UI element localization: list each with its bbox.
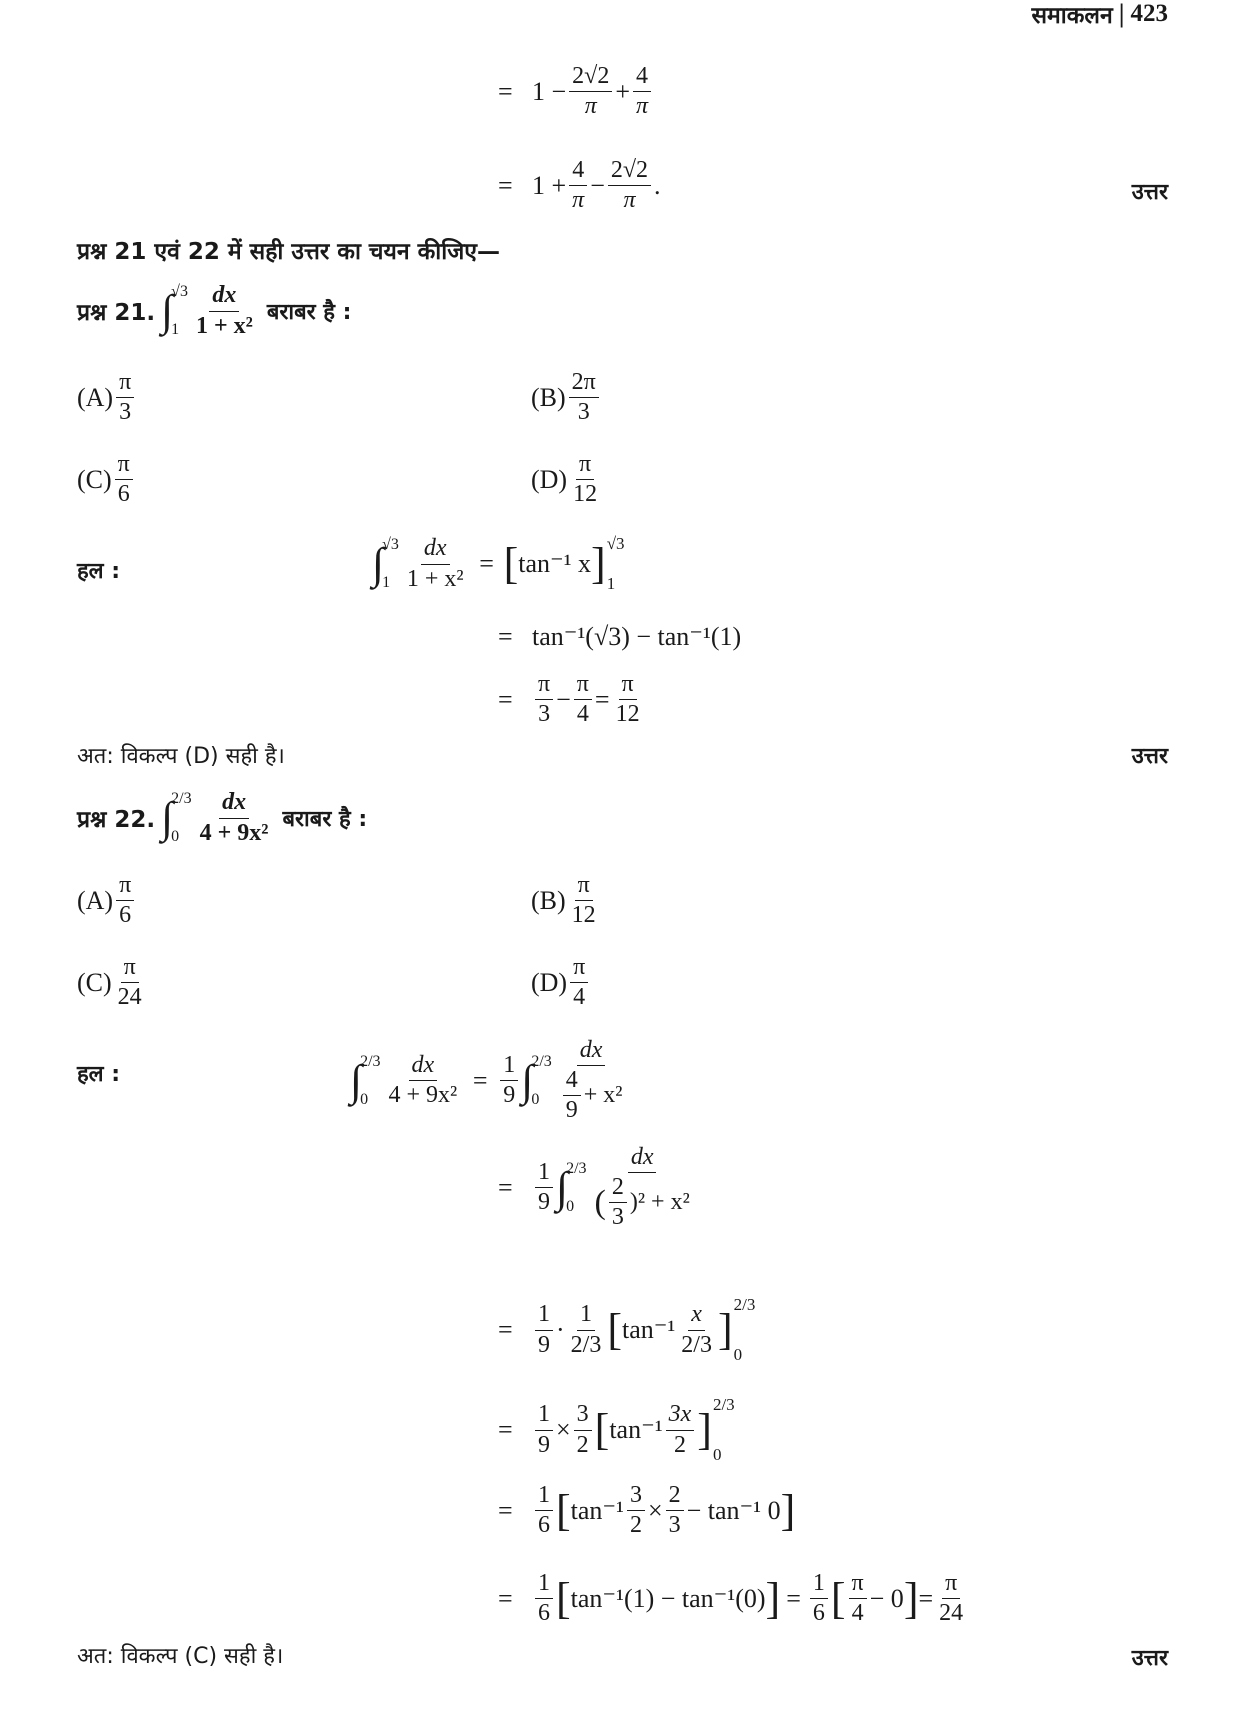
math-token: ] <box>765 1573 781 1623</box>
math-token: 4 + 9x² <box>388 1082 458 1109</box>
fraction <box>666 1483 684 1538</box>
math-token: = <box>498 1583 513 1613</box>
fraction <box>936 1571 966 1626</box>
q22-solution-line-5 <box>498 1483 795 1538</box>
math-token: = <box>498 1172 513 1202</box>
math-token: 1 <box>535 1160 553 1188</box>
q22-solution-line-6 <box>498 1571 969 1626</box>
math-token: 1 <box>382 574 391 591</box>
math-token: 1 <box>535 1483 553 1511</box>
math-token: 0 <box>566 1197 575 1215</box>
math-group <box>171 283 188 339</box>
math-token: ] <box>903 1573 919 1623</box>
math-token: = <box>498 1415 513 1444</box>
math-token: π <box>636 93 649 120</box>
term: 1 − <box>532 76 567 106</box>
math-token: 4 <box>576 701 589 728</box>
option-d <box>531 452 603 507</box>
math-token: 0 <box>171 828 180 845</box>
fraction <box>574 1402 592 1457</box>
solution-label: हल : <box>77 559 121 584</box>
math-token: π <box>623 187 636 214</box>
question-label: प्रश्न 22. <box>77 807 156 833</box>
math-token: π <box>116 873 134 901</box>
math-token: ( <box>594 1183 606 1221</box>
math-token: 6 <box>538 1512 550 1539</box>
math-token: √3 <box>606 534 625 553</box>
math-token: π <box>942 1571 960 1599</box>
integral <box>161 283 188 339</box>
math-token: 1 <box>535 1402 553 1430</box>
math-token: π <box>570 955 588 983</box>
math-token: π <box>116 370 134 398</box>
math-token: (C) <box>77 967 112 997</box>
option-c <box>77 452 136 507</box>
math-token: ∫ <box>521 1055 534 1105</box>
fraction <box>557 1038 626 1124</box>
math-token: ] <box>717 1305 733 1354</box>
math-token: 6 <box>117 481 130 508</box>
math-token: 1 <box>535 1302 553 1330</box>
math-token: 2 <box>576 1431 589 1458</box>
fraction <box>627 1483 645 1538</box>
math-token: = <box>786 1583 801 1613</box>
math-group <box>382 536 399 592</box>
answer-label: उत्तर <box>1131 1646 1168 1671</box>
running-header <box>1031 0 1168 28</box>
math-token: = <box>472 1065 488 1095</box>
math-token: = <box>918 1583 934 1613</box>
math-token: dx <box>421 536 450 564</box>
math-token: dx <box>577 1038 606 1066</box>
q21-conclusion: अत: विकल्प (D) सही है। <box>77 744 285 769</box>
math-token: = <box>498 684 513 714</box>
math-token: 9 <box>565 1097 578 1124</box>
math-token: ] <box>697 1405 712 1454</box>
fraction <box>633 64 651 119</box>
math-token: tan⁻¹ <box>609 1415 663 1444</box>
math-token: π <box>576 452 594 480</box>
math-token: · <box>556 1315 565 1344</box>
math-token: [ <box>556 1485 571 1535</box>
math-token: π <box>849 1571 867 1599</box>
prev-line-2 <box>498 158 661 213</box>
fraction <box>609 1175 627 1230</box>
fraction <box>535 1571 553 1626</box>
question-label: प्रश्न 21. <box>77 300 156 326</box>
math-token: 2√2 <box>608 158 651 186</box>
math-token: 3 <box>611 1204 624 1231</box>
math-token: 1 + x² <box>406 565 464 592</box>
q22-solution-line-2 <box>498 1145 696 1231</box>
math-token: 9 <box>503 1082 516 1109</box>
math-token: 2/3 <box>733 1295 756 1314</box>
fraction <box>608 158 651 213</box>
math-token: dx <box>219 790 249 818</box>
option-d <box>531 955 591 1010</box>
math-token: π <box>575 873 593 901</box>
fraction <box>116 370 134 425</box>
math-token: 2 <box>666 1483 684 1511</box>
math-token: 0 <box>733 1345 743 1364</box>
math-token: dx <box>209 283 239 311</box>
q22-solution-line-4 <box>498 1395 735 1465</box>
math-token: tan⁻¹ <box>622 1315 676 1344</box>
math-token: (D) <box>531 464 568 494</box>
math-token: = <box>498 1495 513 1525</box>
math-group <box>360 1053 380 1109</box>
math-token: 0 <box>360 1090 369 1108</box>
q21-solution-line-2 <box>498 622 741 652</box>
math-token: 24 <box>117 984 142 1011</box>
math-token: π <box>115 452 133 480</box>
integral <box>556 1160 587 1216</box>
fraction <box>116 873 134 928</box>
math-token: (A) <box>77 382 114 412</box>
option-b <box>531 370 602 425</box>
math-token: ∫ <box>372 539 385 588</box>
question-22 <box>77 790 367 846</box>
math-token: 4 <box>633 64 651 92</box>
math-token: 1 <box>810 1571 828 1599</box>
math-token: [ <box>594 1405 610 1454</box>
math-token: 6 <box>812 1600 825 1627</box>
question-suffix: बराबर है : <box>266 300 352 325</box>
fraction <box>678 1302 715 1357</box>
math-token: 3 <box>627 1483 645 1511</box>
math-token: ] <box>591 539 606 588</box>
math-token: 2/3 <box>171 790 192 807</box>
fraction <box>592 1145 693 1231</box>
fraction <box>115 955 145 1010</box>
math-token: 2π <box>569 370 599 398</box>
math-token: π <box>619 672 637 700</box>
term: 1 + <box>532 170 567 200</box>
math-token: 4 + 9x² <box>199 819 269 846</box>
fraction <box>568 1302 605 1357</box>
math-token: [ <box>556 1573 571 1623</box>
fraction <box>613 672 643 727</box>
fraction <box>386 1053 461 1108</box>
math-token: (B) <box>531 885 566 915</box>
math-token: 3 <box>574 1402 592 1430</box>
equals: = <box>498 170 513 200</box>
math-token: ∫ <box>161 793 174 842</box>
solution-label: हल : <box>77 1062 121 1087</box>
operator: + <box>615 76 631 106</box>
math-token: 2/3 <box>531 1052 552 1070</box>
math-token: 6 <box>538 1600 550 1627</box>
math-token: ∫ <box>161 286 174 335</box>
math-token: 4 <box>563 1068 581 1096</box>
math-token: = <box>498 622 513 651</box>
math-token: 2/3 <box>360 1052 381 1070</box>
math-token: × <box>647 1495 663 1525</box>
math-token: × <box>556 1415 571 1444</box>
math-token: tan⁻¹ x <box>518 549 592 578</box>
option-a <box>77 370 137 425</box>
math-token: 9 <box>538 1189 550 1216</box>
math-token: + x² <box>583 1082 623 1109</box>
math-token: [ <box>830 1573 846 1623</box>
period: . <box>654 170 661 200</box>
math-token: (D) <box>531 967 568 997</box>
math-token: 1 <box>500 1053 518 1081</box>
math-token: π <box>584 93 597 120</box>
math-token: 3 <box>577 399 590 426</box>
math-token: 2√2 <box>569 64 612 92</box>
math-token: √3 <box>382 536 399 553</box>
math-token: 3x <box>666 1402 695 1430</box>
math-token: dx <box>409 1053 438 1081</box>
fraction <box>115 452 133 507</box>
math-token: 1 <box>535 1571 553 1599</box>
math-token: 0 <box>712 1445 722 1464</box>
integrand <box>193 283 256 338</box>
fraction <box>535 672 553 727</box>
math-token: = <box>594 684 610 714</box>
math-group <box>713 1395 735 1465</box>
fraction <box>535 1402 553 1457</box>
math-group <box>557 1066 626 1123</box>
equals: = <box>498 76 513 106</box>
math-token: tan⁻¹ <box>570 1495 624 1525</box>
math-token: )² <box>629 1189 646 1216</box>
math-group <box>592 1173 693 1230</box>
operator: − <box>590 170 605 200</box>
math-token: 1 <box>606 574 616 593</box>
instruction: प्रश्न 21 एवं 22 में सही उत्तर का चयन कीजिए— <box>77 239 501 265</box>
math-token: π <box>121 955 139 983</box>
math-token: = <box>498 1315 513 1344</box>
fraction <box>404 536 467 591</box>
math-token: 3 <box>538 701 551 728</box>
math-token: 2/3 <box>570 1331 602 1358</box>
q22-solution-line-3 <box>498 1295 755 1365</box>
fraction <box>569 370 599 425</box>
math-token: = <box>479 549 494 578</box>
fraction <box>570 452 600 507</box>
math-token: tan⁻¹(1) − tan⁻¹(0) <box>570 1583 766 1613</box>
math-token: dx <box>628 1145 657 1173</box>
option-c <box>77 955 148 1010</box>
math-token: 9 <box>538 1331 550 1358</box>
math-token: 12 <box>571 902 596 929</box>
math-token: √3 <box>171 283 188 300</box>
math-token: (B) <box>531 382 566 412</box>
math-token: 4 <box>851 1600 864 1627</box>
fraction <box>569 64 612 119</box>
math-token: 0 <box>531 1090 540 1108</box>
q21-solution-line-1 <box>372 534 625 594</box>
math-token: ] <box>780 1485 796 1535</box>
math-token: − <box>556 684 571 714</box>
fraction <box>500 1053 518 1108</box>
math-token: − 0 <box>869 1583 904 1613</box>
answer-label: उत्तर <box>1131 180 1168 205</box>
math-token: π <box>574 672 592 700</box>
math-token: 12 <box>573 481 598 508</box>
q22-conclusion: अत: विकल्प (C) सही है। <box>77 1644 284 1669</box>
prev-line-1 <box>498 64 654 119</box>
math-group <box>607 534 625 594</box>
math-token: ∫ <box>556 1162 569 1212</box>
question-suffix: बराबर है : <box>282 807 368 832</box>
math-token: 1 <box>577 1302 595 1330</box>
math-token: (C) <box>77 464 112 494</box>
math-token: tan⁻¹(√3) − tan⁻¹(1) <box>532 622 742 651</box>
fraction <box>569 158 587 213</box>
math-token: 12 <box>615 701 640 728</box>
math-token: 2 <box>673 1431 686 1458</box>
integral <box>350 1053 381 1109</box>
math-token: π <box>535 672 553 700</box>
fraction <box>810 1571 828 1626</box>
header-separator: | <box>1118 0 1125 28</box>
fraction <box>666 1402 695 1457</box>
math-token: 9 <box>538 1431 550 1458</box>
answer-label: उत्तर <box>1131 744 1168 769</box>
math-token: 4 <box>569 158 587 186</box>
option-b <box>531 873 602 928</box>
math-token: π <box>572 187 585 214</box>
fraction <box>570 955 588 1010</box>
integral <box>521 1053 552 1109</box>
math-token: 2/3 <box>681 1331 712 1358</box>
fraction <box>563 1068 581 1123</box>
integral <box>372 536 399 592</box>
math-group <box>566 1160 586 1216</box>
math-token: (A) <box>77 885 114 915</box>
math-group <box>531 1053 551 1109</box>
math-token: [ <box>607 1305 622 1354</box>
q21-solution-line-3 <box>498 672 646 727</box>
math-token: x <box>688 1302 705 1330</box>
math-token: 4 <box>573 984 586 1011</box>
math-token: 1 + x² <box>195 312 253 339</box>
math-token: − tan⁻¹ 0 <box>686 1495 781 1525</box>
fraction <box>535 1160 553 1215</box>
math-token: 6 <box>119 902 132 929</box>
fraction <box>535 1302 553 1357</box>
math-token: 24 <box>939 1600 964 1627</box>
chapter-title: समाकलन <box>1031 3 1113 29</box>
math-token: [ <box>503 539 519 588</box>
fraction <box>574 672 592 727</box>
fraction <box>849 1571 867 1626</box>
question-21 <box>77 283 351 339</box>
math-token: 2 <box>609 1175 627 1203</box>
math-token: 3 <box>119 399 132 426</box>
math-group <box>734 1295 756 1365</box>
math-token: 2 <box>629 1512 642 1539</box>
option-a <box>77 873 137 928</box>
math-token: ∫ <box>350 1055 363 1105</box>
fraction <box>569 873 599 928</box>
math-token: 1 <box>171 321 180 338</box>
fraction <box>535 1483 553 1538</box>
math-token: 3 <box>668 1512 681 1539</box>
integral <box>161 790 192 846</box>
math-group <box>171 790 191 846</box>
math-token: 2/3 <box>566 1159 587 1177</box>
math-token: + x² <box>651 1189 690 1216</box>
fraction <box>197 790 272 845</box>
page-number: 423 <box>1130 0 1168 27</box>
math-token: 2/3 <box>712 1395 735 1414</box>
q22-solution-line-1 <box>350 1038 629 1124</box>
